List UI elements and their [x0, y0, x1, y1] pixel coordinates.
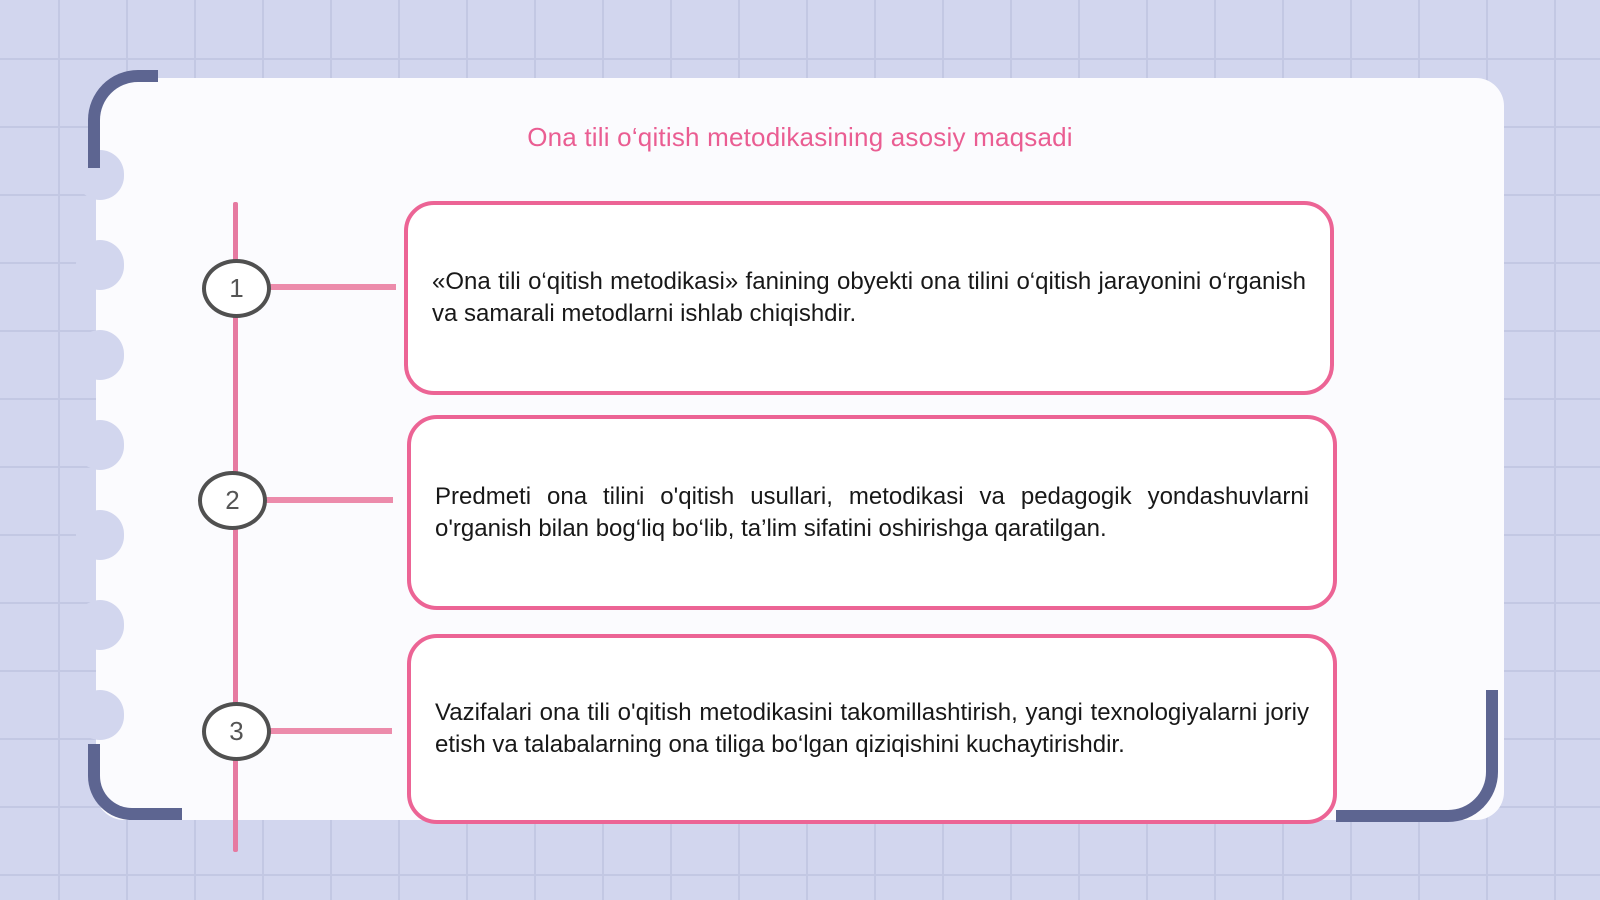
timeline-connector: [266, 284, 396, 290]
step-number-2: 2: [198, 471, 267, 530]
corner-bracket-top-left: [88, 70, 158, 168]
step-number-3: 3: [202, 702, 271, 761]
slide-title: Ona tili o‘qitish metodikasining asosiy maqsadi: [527, 122, 1073, 152]
objective-card-1: [404, 201, 1334, 395]
binding-notch: [76, 240, 124, 290]
binding-notch: [76, 420, 124, 470]
binding-notch: [76, 600, 124, 650]
corner-bracket-bottom-right: [1336, 690, 1498, 822]
card-text: Predmeti ona tilini o'qitish usullari, metodikasi va pedagogik yondashuvlarni o'rganish bilan bog‘liq bo‘lib, ta’lim sifatini oshirishga qaratilgan.: [435, 482, 1309, 542]
binding-notch: [76, 510, 124, 560]
card-text: «Ona tili o‘qitish metodikasi» fanining obyekti ona tilini o‘qitish jarayonini o‘rganish va samarali metodlarni ishlab chiqishdir.: [432, 268, 1306, 327]
binding-notch: [76, 330, 124, 380]
binding-notch: [76, 690, 124, 740]
step-number-1: 1: [202, 259, 271, 318]
corner-bracket-bottom-left: [88, 744, 182, 820]
timeline-connector: [263, 497, 393, 503]
objective-card-2: [407, 415, 1337, 610]
timeline-connector: [266, 728, 392, 734]
objective-card-3: [407, 634, 1337, 824]
card-text: Vazifalari ona tili o'qitish metodikasini takomillashtirish, yangi texnologiyalarni joriy etish va talabalarning ona tiliga bo‘lgan qiziqishini kuchaytirishdir.: [435, 699, 1309, 758]
